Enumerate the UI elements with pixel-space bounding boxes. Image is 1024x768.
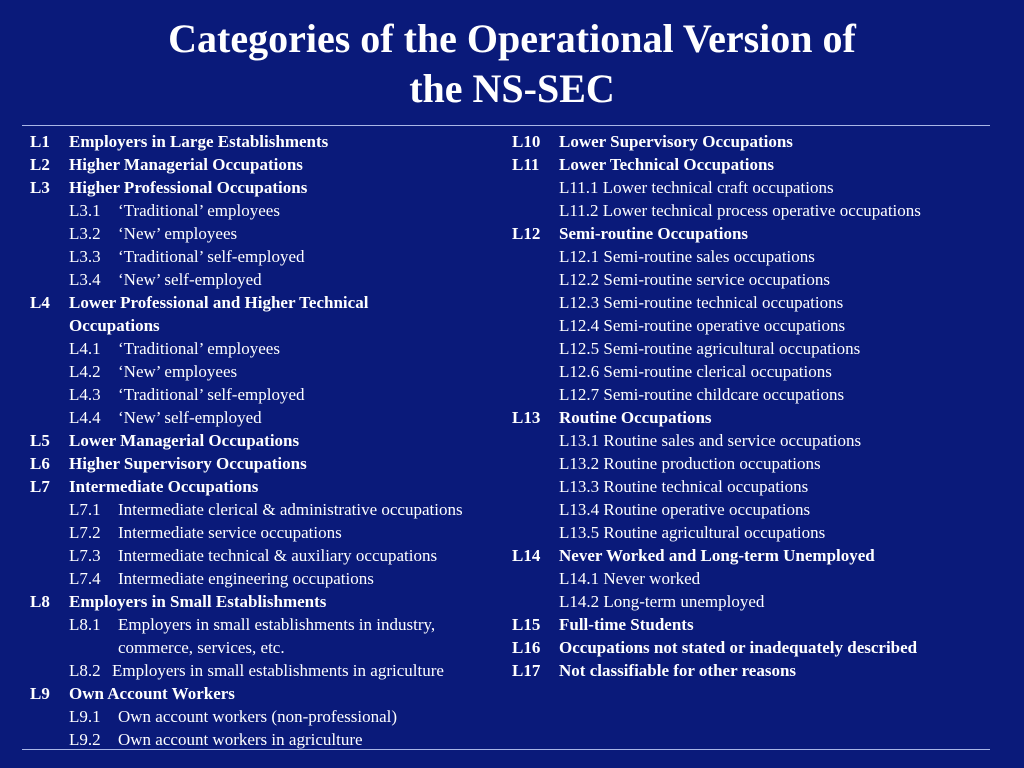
category-label: Own Account Workers (69, 684, 235, 703)
subcategory-label: L14.2 Long-term unemployed (559, 592, 765, 611)
category-label: Not classifiable for other reasons (559, 661, 797, 680)
category-label: Routine Occupations (559, 408, 712, 427)
subcategory-label: ‘Traditional’ self-employed (118, 385, 305, 404)
subcategory-label: L12.4 Semi-routine operative occupations (559, 316, 846, 335)
category-code: L12 (512, 224, 541, 243)
slide-title (0, 14, 1024, 114)
subcategory-code: L8.2 (69, 661, 101, 680)
subcategory-code: L3.4 (69, 270, 101, 289)
subcategory-label: Intermediate service occupations (118, 523, 342, 542)
subcategory-label: Own account workers in agriculture (118, 730, 363, 749)
subcategory-label: L12.1 Semi-routine sales occupations (559, 247, 815, 266)
subcategory-label: ‘Traditional’ employees (118, 201, 280, 220)
subcategory-label: L13.5 Routine agricultural occupations (559, 523, 826, 542)
category-code: L14 (512, 546, 541, 565)
category-code: L3 (30, 178, 50, 197)
subcategory-code: L3.3 (69, 247, 101, 266)
subcategory-label: Own account workers (non-professional) (118, 707, 397, 726)
subcategory-label: L12.6 Semi-routine clerical occupations (559, 362, 832, 381)
subcategory-code: L7.4 (69, 569, 101, 588)
subcategory-label: L12.5 Semi-routine agricultural occupations (559, 339, 861, 358)
subcategory-label: ‘Traditional’ self-employed (118, 247, 305, 266)
category-label: Lower Supervisory Occupations (559, 132, 793, 151)
subcategory-label: ‘New’ self-employed (118, 270, 262, 289)
category-label: Full-time Students (559, 615, 694, 634)
subcategory-code: L7.2 (69, 523, 101, 542)
top-divider (22, 125, 990, 126)
category-code: L11 (512, 155, 540, 174)
category-code: L7 (30, 477, 50, 496)
subcategory-label: L14.1 Never worked (559, 569, 701, 588)
subcategory-code: L4.3 (69, 385, 101, 404)
subcategory-label: Intermediate engineering occupations (118, 569, 374, 588)
category-label: Lower Professional and Higher Technical (69, 293, 369, 312)
subcategory-label: L13.4 Routine operative occupations (559, 500, 811, 519)
title-line-2: the NS-SEC (409, 66, 615, 111)
category-code: L6 (30, 454, 50, 473)
subcategory-label: ‘Traditional’ employees (118, 339, 280, 358)
subcategory-label: Employers in small establishments in industry, (118, 615, 436, 634)
subcategory-label: ‘New’ employees (118, 224, 238, 243)
subcategory-code: L7.3 (69, 546, 101, 565)
category-label: Lower Managerial Occupations (69, 431, 300, 450)
subcategory-code: L8.1 (69, 615, 101, 634)
category-code: L16 (512, 638, 541, 657)
subcategory-code: L7.1 (69, 500, 101, 519)
subcategory-label: Employers in small establishments in agriculture (112, 661, 444, 680)
category-label: Higher Supervisory Occupations (69, 454, 307, 473)
category-code: L13 (512, 408, 541, 427)
category-label: Higher Managerial Occupations (69, 155, 303, 174)
subcategory-label: L13.2 Routine production occupations (559, 454, 821, 473)
subcategory-label: L13.1 Routine sales and service occupations (559, 431, 862, 450)
category-code: L9 (30, 684, 50, 703)
subcategory-label: ‘New’ employees (118, 362, 238, 381)
category-label: Semi-routine Occupations (559, 224, 749, 243)
subcategory-label: Intermediate clerical & administrative occupations (118, 500, 463, 519)
subcategory-label: commerce, services, etc. (118, 638, 285, 657)
category-label: Employers in Small Establishments (69, 592, 327, 611)
category-code: L17 (512, 661, 541, 680)
subcategory-label: L12.3 Semi-routine technical occupations (559, 293, 844, 312)
category-label: Intermediate Occupations (69, 477, 259, 496)
category-code: L15 (512, 615, 541, 634)
subcategory-code: L9.2 (69, 730, 101, 749)
subcategory-label: L12.2 Semi-routine service occupations (559, 270, 830, 289)
subcategory-code: L4.1 (69, 339, 101, 358)
subcategory-label: Intermediate technical & auxiliary occupations (118, 546, 438, 565)
category-code: L10 (512, 132, 541, 151)
subcategory-code: L3.2 (69, 224, 101, 243)
category-label: Occupations (69, 316, 160, 335)
category-code: L4 (30, 293, 50, 312)
subcategory-label: ‘New’ self-employed (118, 408, 262, 427)
category-code: L1 (30, 132, 50, 151)
title-line-1: Categories of the Operational Version of (168, 16, 856, 61)
subcategory-code: L3.1 (69, 201, 101, 220)
category-code: L2 (30, 155, 50, 174)
subcategory-code: L4.2 (69, 362, 101, 381)
subcategory-code: L4.4 (69, 408, 101, 427)
category-label: Employers in Large Establishments (69, 132, 329, 151)
subcategory-label: L13.3 Routine technical occupations (559, 477, 809, 496)
category-label: Occupations not stated or inadequately described (559, 638, 918, 657)
category-label: Never Worked and Long-term Unemployed (559, 546, 875, 565)
subcategory-label: L11.2 Lower technical process operative occupations (559, 201, 921, 220)
subcategory-label: L12.7 Semi-routine childcare occupations (559, 385, 845, 404)
category-label: Higher Professional Occupations (69, 178, 308, 197)
category-label: Lower Technical Occupations (559, 155, 775, 174)
category-code: L5 (30, 431, 50, 450)
subcategory-code: L9.1 (69, 707, 101, 726)
category-code: L8 (30, 592, 50, 611)
subcategory-label: L11.1 Lower technical craft occupations (559, 178, 834, 197)
